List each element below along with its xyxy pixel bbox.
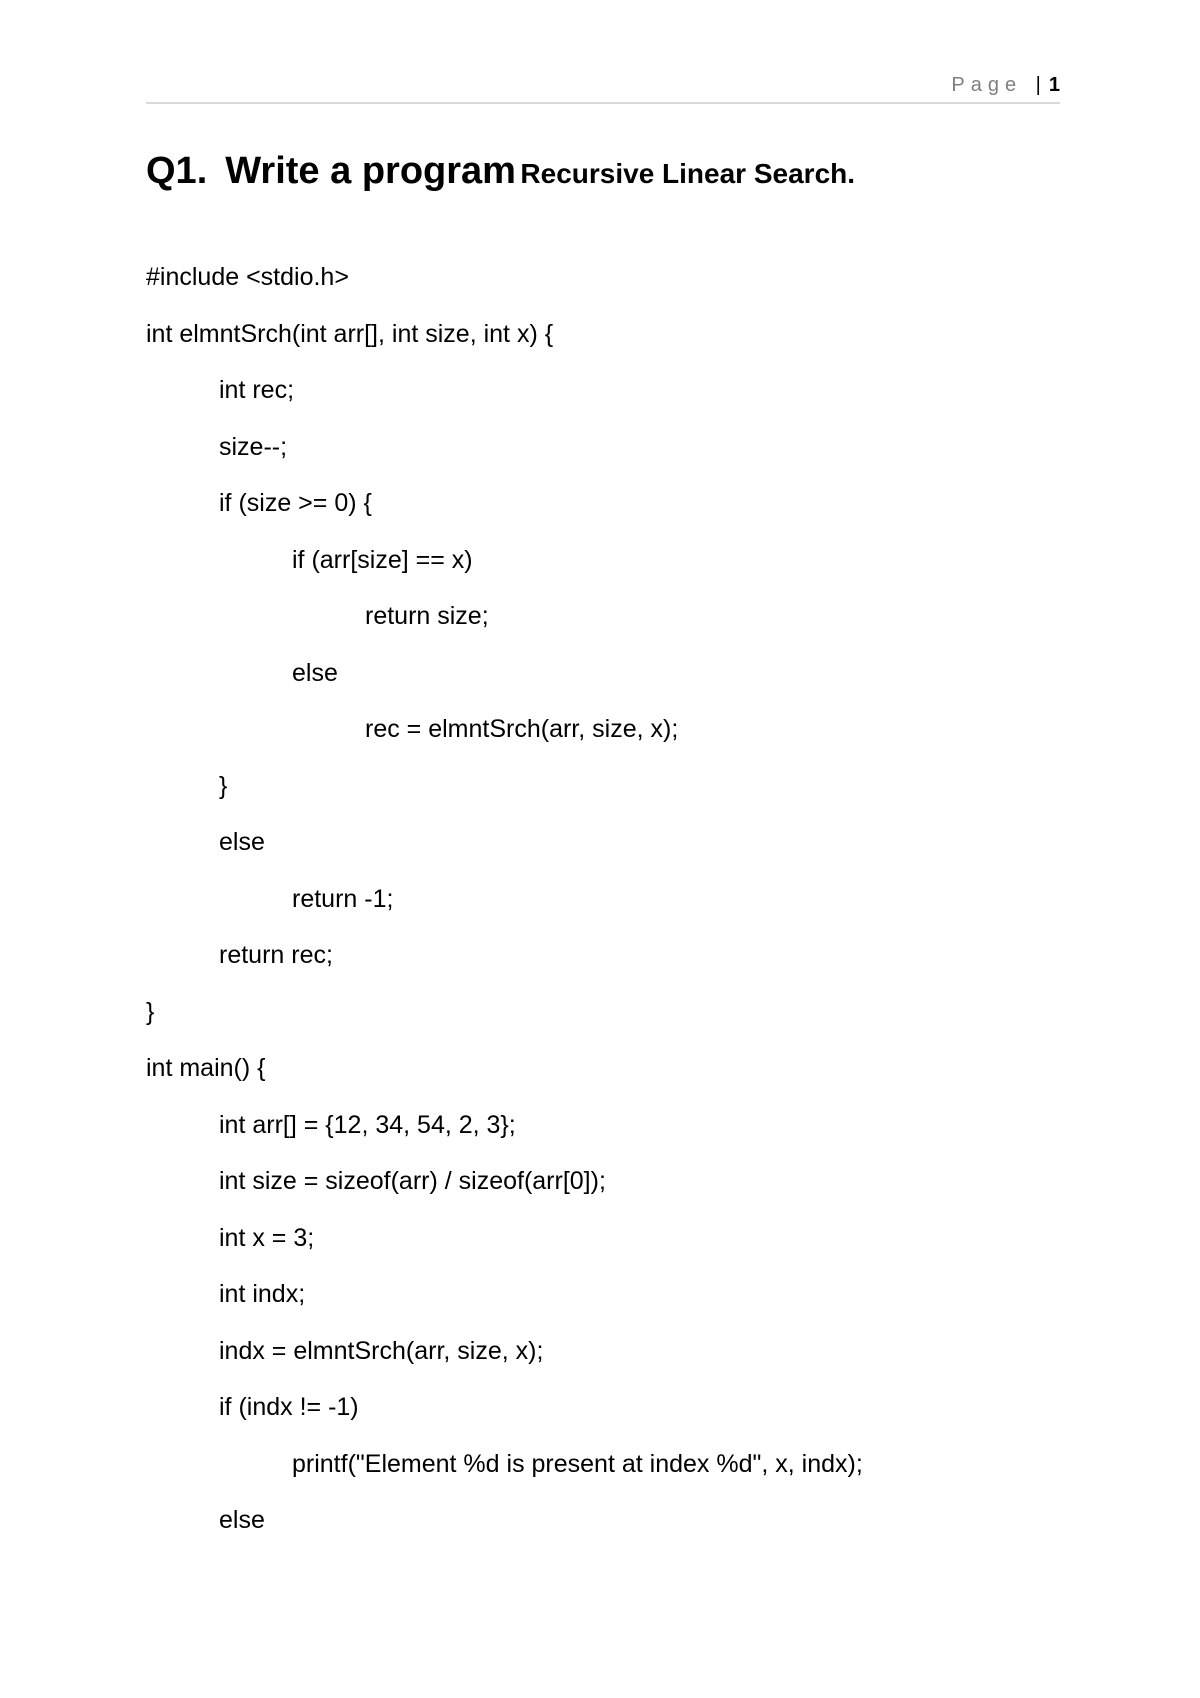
code-line: return rec;: [219, 941, 333, 969]
code-line: if (size >= 0) {: [219, 489, 372, 517]
code-line: #include <stdio.h>: [146, 263, 349, 291]
code-line: int x = 3;: [219, 1223, 315, 1252]
code-line: int main() {: [146, 1054, 266, 1082]
page-separator: |: [1035, 74, 1041, 96]
question-title-rest: Recursive Linear Search.: [520, 158, 856, 189]
code-line: size--;: [219, 432, 288, 461]
code-line: else: [219, 828, 265, 856]
code-line: printf("Element %d is present at index %d", x, indx);: [292, 1449, 863, 1478]
question-heading: [146, 150, 855, 193]
code-line: rec = elmntSrch(arr, size, x);: [365, 715, 679, 743]
code-line: int arr[] = {12, 34, 54, 2, 3};: [219, 1110, 516, 1139]
code-line: int elmntSrch(int arr[], int size, int x) {: [146, 319, 554, 348]
code-line: int size = sizeof(arr) / sizeof(arr[0]);: [219, 1167, 606, 1195]
code-line: else: [219, 1506, 265, 1534]
code-line: }: [219, 771, 228, 800]
code-line: int rec;: [219, 376, 295, 404]
page-number: 1: [1048, 74, 1060, 96]
code-line: if (arr[size] == x): [292, 545, 473, 574]
code-line: indx = elmntSrch(arr, size, x);: [219, 1336, 544, 1365]
code-line: if (indx != -1): [219, 1393, 359, 1421]
page-label: Page: [951, 74, 1023, 96]
code-line: return -1;: [292, 884, 394, 913]
question-title-main: Write a program: [225, 150, 516, 192]
code-line: return size;: [365, 602, 489, 630]
code-line: int indx;: [219, 1280, 306, 1308]
code-block: [146, 262, 1086, 1562]
page-number-label: [951, 74, 1060, 97]
question-number: Q1.: [146, 150, 208, 192]
code-line: }: [146, 997, 155, 1026]
page-header: [146, 68, 1060, 104]
code-line: else: [292, 658, 338, 687]
